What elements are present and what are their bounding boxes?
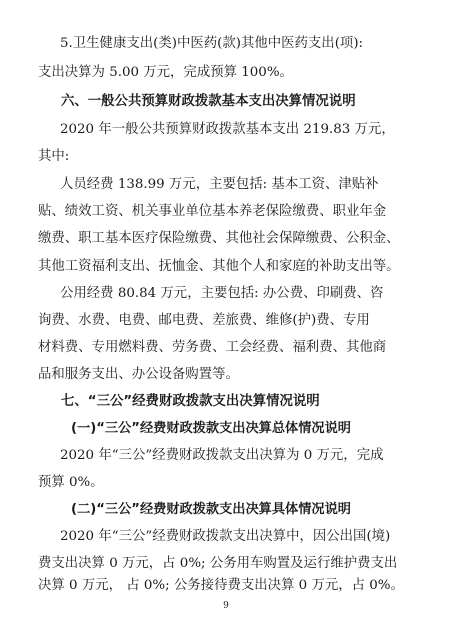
paragraph-line-6: 人员经费 138.99 万元，主要包括: 基本工资、津贴补 xyxy=(60,177,379,192)
paragraph-line-1: 5.卫生健康支出(类)中医药(款)其他中医药支出(项): xyxy=(60,36,364,51)
paragraph-line-12: 材料费、专用燃料费、劳务费、工会经费、福利费、其他商 xyxy=(38,340,387,355)
paragraph-line-5: 其中: xyxy=(38,149,70,164)
paragraph-line-8: 缴费、职工基本医疗保险缴费、其他社会保障缴费、公积金、 xyxy=(38,231,400,246)
subsection-heading-2: (二)“三公”经费财政拨款支出决算具体情况说明 xyxy=(71,502,351,517)
paragraph-line-19: 2020 年“三公”经费财政拨款支出决算中，因公出国(境) xyxy=(60,529,391,544)
paragraph-line-10: 公用经费 80.84 万元，主要包括: 办公费、印刷费、咨 xyxy=(60,286,384,301)
paragraph-line-13: 品和服务支出、办公设备购置等。 xyxy=(38,367,239,382)
section-heading-6: 六、一般公共预算财政拨款基本支出决算情况说明 xyxy=(61,94,356,109)
paragraph-line-4: 2020 年一般公共预算财政拨款基本支出 219.83 万元， xyxy=(60,122,395,137)
paragraph-line-21: 决算 0 万元， 占 0%; 公务接待费支出决算 0 万元，占 0%。 xyxy=(38,578,404,593)
page-number: 9 xyxy=(223,601,229,611)
paragraph-line-17: 预算 0%。 xyxy=(38,475,104,490)
paragraph-line-7: 贴、绩效工资、机关事业单位基本养老保险缴费、职业年金 xyxy=(38,204,387,219)
subsection-heading-1: (一)“三公”经费财政拨款支出决算总体情况说明 xyxy=(71,421,351,436)
paragraph-line-16: 2020 年“三公”经费财政拨款支出决算为 0 万元，完成 xyxy=(60,448,384,463)
paragraph-line-11: 询费、水费、电费、邮电费、差旅费、维修(护)费、专用 xyxy=(38,313,370,328)
section-heading-7: 七、“三公”经费财政拨款支出决算情况说明 xyxy=(61,394,320,409)
paragraph-line-20: 费支出决算 0 万元，占 0%; 公务用车购置及运行维护费支出 xyxy=(38,556,398,571)
paragraph-line-2: 支出决算为 5.00 万元，完成预算 100%。 xyxy=(38,65,293,80)
paragraph-line-9: 其他工资福利支出、抚恤金、其他个人和家庭的补助支出等。 xyxy=(38,259,400,274)
